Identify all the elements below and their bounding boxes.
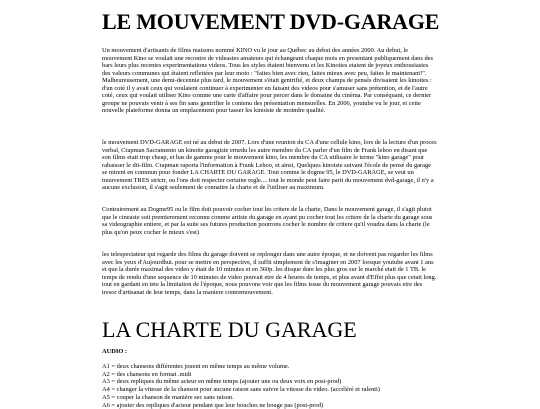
intro-paragraph: Un mouvement d'artisants de films maisons nommé KINO vu le jour au Québec au debut des années 2000. Au debut, le mouvement Kino se voulait une recontre de videastes amateurs qui échangeant chaque mois en presentant publiquement dans des bars leurs plus recentes experimentations videos. Tous les styles étaient bienvenu et les Kinoites etaient de joyeux enthousiastes des valeurs communes qui étaient reflettées par leur moto : "faites bien avec rien, faites mieux avec peu, faites le maintenant!". Malheureusement, une demi-decennie plus tard, le mouvement s'était gentrifié, et deux champs de pensés divisaient les kinoites : d'un coté il y avait ceux qui voulaient continuer à experimenter en faisant des videos pour s'amuser sans prétention, et de l'autre coté, ceux qui voulait utiliser Kino comme une carte d'affaire pour percer dans le domaine du cinéma. Par conséquant, ce dernier groupe ne pouvais venir à ses fin sans gentrifier le contenu des présentation mensuelles. En 2006, youtube vu le jour, et cette nouvelle plateforme donna un emplacement pour tasser les kinoiste de moindre qualité. [102, 47, 433, 115]
audio-rules-list [102, 363, 437, 409]
audio-rule-a3: A3 = deux repliques du même acteur en même temps (ajouter une ou deux voix en post-prod) [102, 378, 342, 386]
audio-heading: AUDIO : [102, 348, 128, 355]
section-title-charte: LA CHARTE DU GARAGE [102, 317, 357, 342]
audio-rule-a1: A1 = deux chansons différentes jouent en même temps au même volume. [102, 363, 290, 370]
audio-rule-a4: A4 = changer la vitesse de la chanson pour aucune raison sans suivre la vitesse du video. (accéléré et ralenti) [102, 386, 380, 394]
page-title: LE MOUVEMENT DVD-GARAGE [102, 9, 440, 34]
dogme-comparison-paragraph: Contrairement au Dogme95 ou le film doit pouvoir cocher tout les critere de la charte, Dans le mouvement garage, il s'agit plutot que le cineaste soit premierement reconnu comme artiste du garage en ayant pu cocher tout les critere de la charte du garage sous sa videographie entiere, et par la suite ses futures production pourrons cocher le nombre de critere qu'il voudra dans la charte (le plus qu'on peux cocher le mieux s'est) [102, 206, 433, 236]
audio-rule-a6: A6 = ajouter des repliques d'acteur pendant que leur bouches ne bouge pas (post-prod) [102, 401, 324, 409]
audio-rule-a5: A5 = couper la chanson de manière sec sans raison. [102, 393, 234, 401]
audio-rule-a2: A2 = des chansons en format .midi [102, 370, 192, 378]
viewer-context-paragraph: les telespectateur qui regarde des films du garage doivent se replonger dans une autre époque, et ne doivent pas regarder les films avec les yeux d'Aujourdhui. pour se mettre en perspective, il suffit simplement de s'imaginer en 2007 lorsque youtube avant 1 ans et que la durée maximal des video y était de 10 minutes et en 360p. les disque dure les plus gros sur le marché etait de 1 TB. le temps de rendu d'une sequence de 10 minutes de video pouvait etre de 4 heures de temps, et plus avant d'Effet plus que cetait long. tout en gardant en tete la limitation de l'époque, nous pouvons voir que les films issue du mouvement garage pouvais etre des tresor d'artisanat de leur temps, dans la maniere contremouvement. [102, 251, 437, 296]
history-paragraph: le mouvement DVD-GARAGE est né au debut de 2007. Lors d'une reunion du CA d'une cellule kino, lors de la lecture d'un proces verbal, Crapman Sacramento un kinoite garagiste ernedu les autre membre du CA parler d'un film de Frank lehoo en disant que son films etait trop cheap, et bas de gamme pour le mouvement kino, les membre du CA utilisaire le terme "kino garage" pour rabaisser le dit-film. Crapman raporta l'information à Frank Lehoo, et ainsi, Quelques kinoiste suivant l'école de pensé du garage se mirent en commun pour fonder LA CHARTE DU GARAGE. Tout comme le dogme 95, le DVD-GARAGE, se veut un mouvement TRES strictr, ou l'ons doit respecter certaine regle.... tout le monde peut faire parti du mouvement dvd-garage, il n'y a aucune exclusion, il s'agit seulement de connaitre la charte et de l'utiliser au maximum. [102, 139, 437, 192]
